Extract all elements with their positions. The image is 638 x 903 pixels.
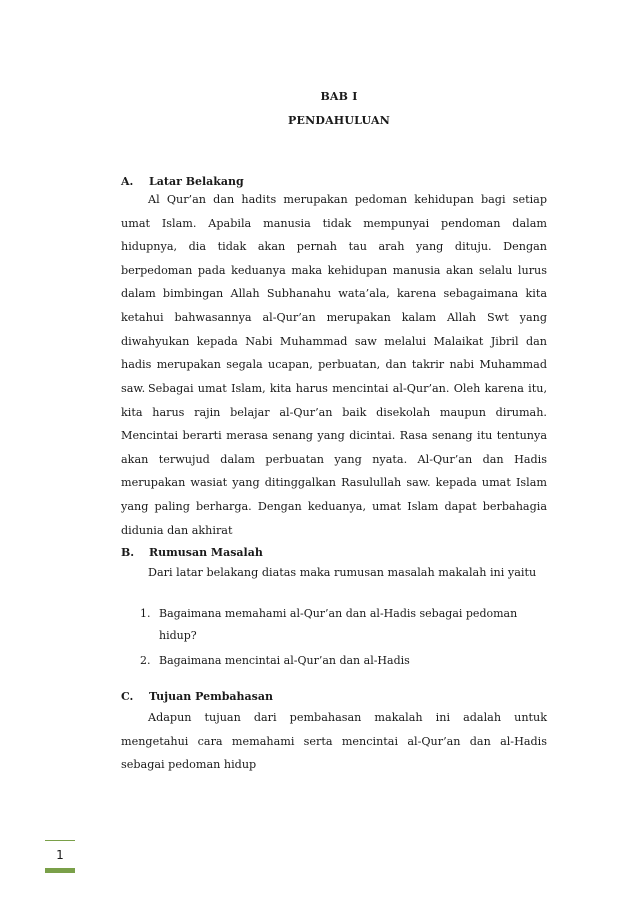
section-letter: A. — [121, 175, 134, 188]
rumusan-list — [140, 603, 540, 672]
list-item-number: 2. — [140, 654, 151, 667]
section-heading-latar-belakang — [121, 175, 244, 188]
page-number: 1 — [56, 848, 64, 862]
paragraph-latar-belakang-1: Al Qur’an dan hadits merupakan pedoman kehidupan bagi setiap umat Islam. Apabila manusia tidak mempunyai pendoman dalam hidupnya, dia tidak akan pernah tau arah yang dituju. Dengan berpedoman pada keduanya maka kehidupan manusia akan selalu lurus dalam bimbingan Allah Subhanahu wata’ala, karena sebagaimana kita ketahui bahwasannya al-Qur’an merupakan kalam Allah Swt yang diwahyukan kepada Nabi Muhammad saw melalui Malaikat Jibril dan hadis merupakan segala ucapan, perbuatan, dan takrir nabi Muhammad saw. — [121, 193, 547, 395]
section-title: Latar Belakang — [149, 175, 244, 188]
section-heading-rumusan-masalah — [121, 546, 263, 559]
chapter-title: PENDAHULUAN — [288, 114, 390, 127]
list-item-number: 1. — [140, 607, 151, 620]
list-item-text: Bagaimana mencintai al-Qur’an dan al-Hadis — [159, 654, 410, 667]
page-number-bottom-bar — [45, 868, 75, 873]
paragraph-rumusan-intro: Dari latar belakang diatas maka rumusan masalah makalah ini yaitu — [148, 566, 537, 579]
section-title: Tujuan Pembahasan — [149, 690, 273, 703]
section-letter: B. — [121, 546, 135, 559]
paragraph-latar-belakang-2: Sebagai umat Islam, kita harus mencintai al-Qur’an. Oleh karena itu, kita harus rajin belajar al-Qur’an baik disekolah maupun dirumah. Mencintai berarti merasa senang yang dicintai. Rasa senang itu tentunya akan terwujud dalam perbuatan yang nyata. Al-Qur’an dan Hadis merupakan wasiat yang ditinggalkan Rasulullah saw. kepada umat Islam yang paling berharga. Dengan keduanya, umat Islam dapat berbahagia didunia dan akhirat — [121, 382, 547, 537]
list-item — [140, 603, 540, 650]
paragraph-tujuan: Adapun tujuan dari pembahasan makalah ini adalah untuk mengetahui cara memahami serta mencintai al-Qur’an dan al-Hadis sebagai pedoman hidup — [121, 711, 547, 772]
page-number-top-rule — [45, 840, 75, 841]
chapter-number: BAB I — [320, 90, 358, 103]
list-item-text: Bagaimana memahami al-Qur’an dan al-Hadis sebagai pedoman hidup? — [159, 607, 518, 642]
list-item — [140, 650, 540, 672]
section-letter: C. — [121, 690, 134, 703]
section-title: Rumusan Masalah — [149, 546, 263, 559]
section-heading-tujuan-pembahasan — [121, 690, 273, 703]
page-number-badge — [45, 840, 75, 873]
